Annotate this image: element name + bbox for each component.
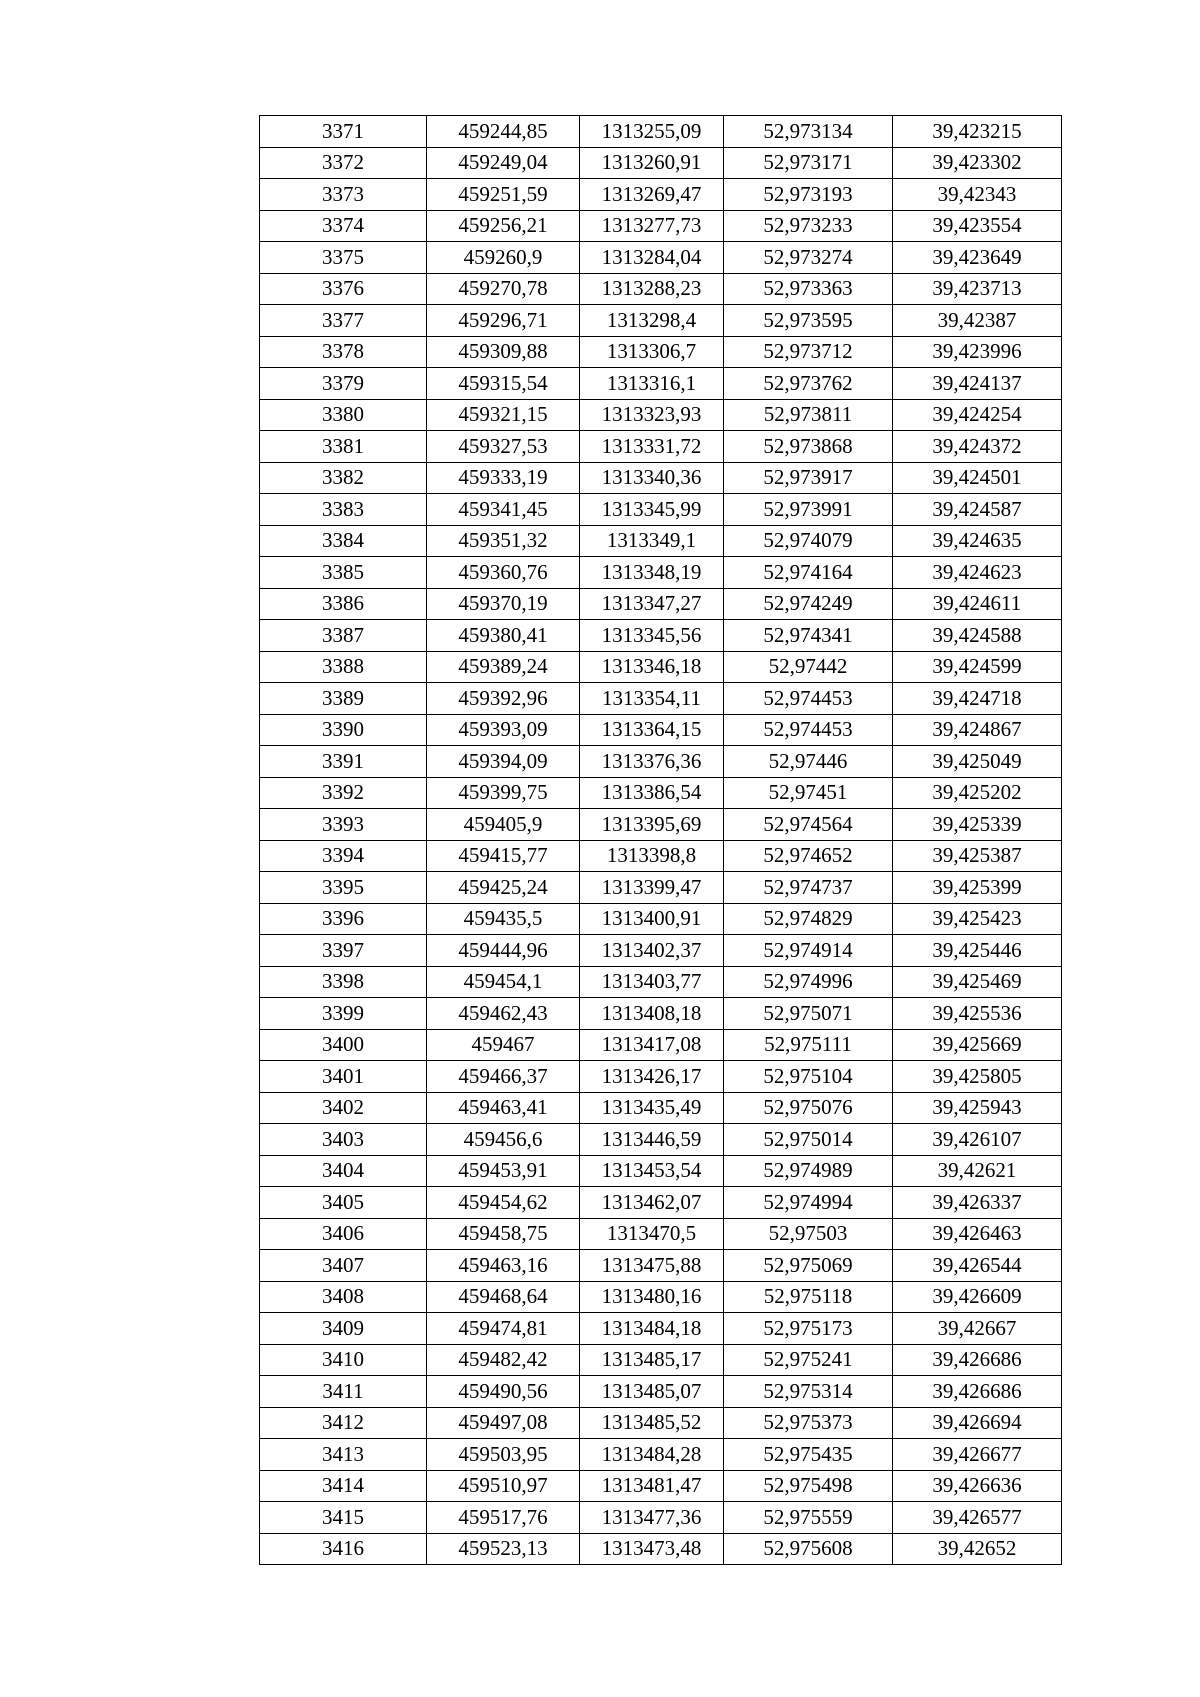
longitude-cell: 39,42621 — [893, 1155, 1062, 1187]
table-row — [260, 1155, 1062, 1187]
table-row — [260, 557, 1062, 589]
table-row — [260, 273, 1062, 305]
table-row — [260, 903, 1062, 935]
y-coordinate-cell: 1313462,07 — [580, 1187, 724, 1219]
longitude-cell: 39,42667 — [893, 1313, 1062, 1345]
point-number-cell: 3377 — [260, 305, 427, 337]
x-coordinate-cell: 459456,6 — [427, 1124, 580, 1156]
latitude-cell: 52,974164 — [724, 557, 893, 589]
x-coordinate-cell: 459315,54 — [427, 368, 580, 400]
x-coordinate-cell: 459244,85 — [427, 116, 580, 148]
table-row — [260, 872, 1062, 904]
y-coordinate-cell: 1313426,17 — [580, 1061, 724, 1093]
x-coordinate-cell: 459458,75 — [427, 1218, 580, 1250]
y-coordinate-cell: 1313484,18 — [580, 1313, 724, 1345]
y-coordinate-cell: 1313417,08 — [580, 1029, 724, 1061]
x-coordinate-cell: 459454,62 — [427, 1187, 580, 1219]
y-coordinate-cell: 1313354,11 — [580, 683, 724, 715]
y-coordinate-cell: 1313473,48 — [580, 1533, 724, 1565]
latitude-cell: 52,974564 — [724, 809, 893, 841]
latitude-cell: 52,973134 — [724, 116, 893, 148]
longitude-cell: 39,424254 — [893, 399, 1062, 431]
longitude-cell: 39,426677 — [893, 1439, 1062, 1471]
latitude-cell: 52,975111 — [724, 1029, 893, 1061]
table-row — [260, 840, 1062, 872]
point-number-cell: 3389 — [260, 683, 427, 715]
y-coordinate-cell: 1313399,47 — [580, 872, 724, 904]
table-row — [260, 777, 1062, 809]
y-coordinate-cell: 1313347,27 — [580, 588, 724, 620]
table-row — [260, 1218, 1062, 1250]
point-number-cell: 3372 — [260, 147, 427, 179]
x-coordinate-cell: 459296,71 — [427, 305, 580, 337]
y-coordinate-cell: 1313480,16 — [580, 1281, 724, 1313]
y-coordinate-cell: 1313475,88 — [580, 1250, 724, 1282]
latitude-cell: 52,975435 — [724, 1439, 893, 1471]
table-row — [260, 210, 1062, 242]
longitude-cell: 39,423215 — [893, 116, 1062, 148]
latitude-cell: 52,975608 — [724, 1533, 893, 1565]
x-coordinate-cell: 459435,5 — [427, 903, 580, 935]
y-coordinate-cell: 1313345,56 — [580, 620, 724, 652]
longitude-cell: 39,425399 — [893, 872, 1062, 904]
x-coordinate-cell: 459405,9 — [427, 809, 580, 841]
x-coordinate-cell: 459467 — [427, 1029, 580, 1061]
point-number-cell: 3375 — [260, 242, 427, 274]
longitude-cell: 39,425049 — [893, 746, 1062, 778]
x-coordinate-cell: 459370,19 — [427, 588, 580, 620]
latitude-cell: 52,974249 — [724, 588, 893, 620]
y-coordinate-cell: 1313453,54 — [580, 1155, 724, 1187]
table-row — [260, 1187, 1062, 1219]
point-number-cell: 3390 — [260, 714, 427, 746]
y-coordinate-cell: 1313255,09 — [580, 116, 724, 148]
point-number-cell: 3408 — [260, 1281, 427, 1313]
longitude-cell: 39,425943 — [893, 1092, 1062, 1124]
latitude-cell: 52,974994 — [724, 1187, 893, 1219]
x-coordinate-cell: 459360,76 — [427, 557, 580, 589]
latitude-cell: 52,97451 — [724, 777, 893, 809]
longitude-cell: 39,424611 — [893, 588, 1062, 620]
x-coordinate-cell: 459463,16 — [427, 1250, 580, 1282]
point-number-cell: 3409 — [260, 1313, 427, 1345]
longitude-cell: 39,426107 — [893, 1124, 1062, 1156]
latitude-cell: 52,975498 — [724, 1470, 893, 1502]
x-coordinate-cell: 459490,56 — [427, 1376, 580, 1408]
table-row — [260, 683, 1062, 715]
x-coordinate-cell: 459380,41 — [427, 620, 580, 652]
table-row — [260, 431, 1062, 463]
table-row — [260, 336, 1062, 368]
table-row — [260, 1502, 1062, 1534]
table-row — [260, 1470, 1062, 1502]
table-row — [260, 1376, 1062, 1408]
x-coordinate-cell: 459444,96 — [427, 935, 580, 967]
point-number-cell: 3398 — [260, 966, 427, 998]
longitude-cell: 39,424599 — [893, 651, 1062, 683]
latitude-cell: 52,973595 — [724, 305, 893, 337]
x-coordinate-cell: 459503,95 — [427, 1439, 580, 1471]
longitude-cell: 39,426544 — [893, 1250, 1062, 1282]
point-number-cell: 3392 — [260, 777, 427, 809]
latitude-cell: 52,975559 — [724, 1502, 893, 1534]
point-number-cell: 3402 — [260, 1092, 427, 1124]
point-number-cell: 3407 — [260, 1250, 427, 1282]
point-number-cell: 3400 — [260, 1029, 427, 1061]
point-number-cell: 3410 — [260, 1344, 427, 1376]
x-coordinate-cell: 459415,77 — [427, 840, 580, 872]
y-coordinate-cell: 1313340,36 — [580, 462, 724, 494]
point-number-cell: 3415 — [260, 1502, 427, 1534]
longitude-cell: 39,426577 — [893, 1502, 1062, 1534]
point-number-cell: 3411 — [260, 1376, 427, 1408]
latitude-cell: 52,973762 — [724, 368, 893, 400]
latitude-cell: 52,97442 — [724, 651, 893, 683]
x-coordinate-cell: 459341,45 — [427, 494, 580, 526]
latitude-cell: 52,973233 — [724, 210, 893, 242]
table-row — [260, 1281, 1062, 1313]
y-coordinate-cell: 1313408,18 — [580, 998, 724, 1030]
x-coordinate-cell: 459351,32 — [427, 525, 580, 557]
table-row — [260, 1124, 1062, 1156]
table-row — [260, 494, 1062, 526]
y-coordinate-cell: 1313346,18 — [580, 651, 724, 683]
latitude-cell: 52,974914 — [724, 935, 893, 967]
longitude-cell: 39,425805 — [893, 1061, 1062, 1093]
point-number-cell: 3413 — [260, 1439, 427, 1471]
x-coordinate-cell: 459251,59 — [427, 179, 580, 211]
longitude-cell: 39,42652 — [893, 1533, 1062, 1565]
x-coordinate-cell: 459497,08 — [427, 1407, 580, 1439]
longitude-cell: 39,424867 — [893, 714, 1062, 746]
point-number-cell: 3405 — [260, 1187, 427, 1219]
x-coordinate-cell: 459474,81 — [427, 1313, 580, 1345]
longitude-cell: 39,426636 — [893, 1470, 1062, 1502]
coordinates-table-body — [260, 116, 1062, 1565]
longitude-cell: 39,424137 — [893, 368, 1062, 400]
x-coordinate-cell: 459462,43 — [427, 998, 580, 1030]
y-coordinate-cell: 1313364,15 — [580, 714, 724, 746]
latitude-cell: 52,974079 — [724, 525, 893, 557]
point-number-cell: 3416 — [260, 1533, 427, 1565]
point-number-cell: 3414 — [260, 1470, 427, 1502]
table-row — [260, 1092, 1062, 1124]
point-number-cell: 3383 — [260, 494, 427, 526]
x-coordinate-cell: 459392,96 — [427, 683, 580, 715]
point-number-cell: 3393 — [260, 809, 427, 841]
x-coordinate-cell: 459260,9 — [427, 242, 580, 274]
y-coordinate-cell: 1313316,1 — [580, 368, 724, 400]
latitude-cell: 52,975173 — [724, 1313, 893, 1345]
longitude-cell: 39,423996 — [893, 336, 1062, 368]
y-coordinate-cell: 1313398,8 — [580, 840, 724, 872]
point-number-cell: 3381 — [260, 431, 427, 463]
x-coordinate-cell: 459321,15 — [427, 399, 580, 431]
coordinates-table — [259, 115, 1062, 1565]
x-coordinate-cell: 459256,21 — [427, 210, 580, 242]
longitude-cell: 39,425446 — [893, 935, 1062, 967]
x-coordinate-cell: 459389,24 — [427, 651, 580, 683]
y-coordinate-cell: 1313277,73 — [580, 210, 724, 242]
y-coordinate-cell: 1313288,23 — [580, 273, 724, 305]
table-row — [260, 1439, 1062, 1471]
longitude-cell: 39,423554 — [893, 210, 1062, 242]
longitude-cell: 39,423302 — [893, 147, 1062, 179]
y-coordinate-cell: 1313345,99 — [580, 494, 724, 526]
y-coordinate-cell: 1313402,37 — [580, 935, 724, 967]
y-coordinate-cell: 1313269,47 — [580, 179, 724, 211]
latitude-cell: 52,974453 — [724, 683, 893, 715]
longitude-cell: 39,42387 — [893, 305, 1062, 337]
table-row — [260, 998, 1062, 1030]
y-coordinate-cell: 1313470,5 — [580, 1218, 724, 1250]
point-number-cell: 3391 — [260, 746, 427, 778]
y-coordinate-cell: 1313395,69 — [580, 809, 724, 841]
point-number-cell: 3384 — [260, 525, 427, 557]
latitude-cell: 52,975241 — [724, 1344, 893, 1376]
point-number-cell: 3378 — [260, 336, 427, 368]
latitude-cell: 52,974829 — [724, 903, 893, 935]
longitude-cell: 39,424623 — [893, 557, 1062, 589]
point-number-cell: 3396 — [260, 903, 427, 935]
longitude-cell: 39,423649 — [893, 242, 1062, 274]
longitude-cell: 39,426686 — [893, 1344, 1062, 1376]
point-number-cell: 3388 — [260, 651, 427, 683]
x-coordinate-cell: 459466,37 — [427, 1061, 580, 1093]
point-number-cell: 3371 — [260, 116, 427, 148]
table-row — [260, 1061, 1062, 1093]
x-coordinate-cell: 459249,04 — [427, 147, 580, 179]
x-coordinate-cell: 459468,64 — [427, 1281, 580, 1313]
latitude-cell: 52,975014 — [724, 1124, 893, 1156]
latitude-cell: 52,974652 — [724, 840, 893, 872]
latitude-cell: 52,974341 — [724, 620, 893, 652]
y-coordinate-cell: 1313323,93 — [580, 399, 724, 431]
longitude-cell: 39,42343 — [893, 179, 1062, 211]
x-coordinate-cell: 459270,78 — [427, 273, 580, 305]
table-row — [260, 935, 1062, 967]
table-row — [260, 746, 1062, 778]
point-number-cell: 3386 — [260, 588, 427, 620]
point-number-cell: 3387 — [260, 620, 427, 652]
longitude-cell: 39,425202 — [893, 777, 1062, 809]
y-coordinate-cell: 1313477,36 — [580, 1502, 724, 1534]
longitude-cell: 39,426463 — [893, 1218, 1062, 1250]
longitude-cell: 39,424718 — [893, 683, 1062, 715]
table-row — [260, 462, 1062, 494]
table-row — [260, 525, 1062, 557]
y-coordinate-cell: 1313306,7 — [580, 336, 724, 368]
point-number-cell: 3406 — [260, 1218, 427, 1250]
table-row — [260, 1407, 1062, 1439]
x-coordinate-cell: 459463,41 — [427, 1092, 580, 1124]
table-row — [260, 368, 1062, 400]
latitude-cell: 52,97503 — [724, 1218, 893, 1250]
longitude-cell: 39,425669 — [893, 1029, 1062, 1061]
x-coordinate-cell: 459327,53 — [427, 431, 580, 463]
longitude-cell: 39,424587 — [893, 494, 1062, 526]
table-row — [260, 1250, 1062, 1282]
table-row — [260, 651, 1062, 683]
x-coordinate-cell: 459453,91 — [427, 1155, 580, 1187]
longitude-cell: 39,425423 — [893, 903, 1062, 935]
point-number-cell: 3379 — [260, 368, 427, 400]
y-coordinate-cell: 1313400,91 — [580, 903, 724, 935]
y-coordinate-cell: 1313403,77 — [580, 966, 724, 998]
y-coordinate-cell: 1313485,52 — [580, 1407, 724, 1439]
table-row — [260, 399, 1062, 431]
longitude-cell: 39,423713 — [893, 273, 1062, 305]
y-coordinate-cell: 1313485,07 — [580, 1376, 724, 1408]
longitude-cell: 39,426337 — [893, 1187, 1062, 1219]
point-number-cell: 3380 — [260, 399, 427, 431]
latitude-cell: 52,975104 — [724, 1061, 893, 1093]
latitude-cell: 52,973991 — [724, 494, 893, 526]
latitude-cell: 52,975071 — [724, 998, 893, 1030]
point-number-cell: 3412 — [260, 1407, 427, 1439]
x-coordinate-cell: 459394,09 — [427, 746, 580, 778]
latitude-cell: 52,973171 — [724, 147, 893, 179]
latitude-cell: 52,973811 — [724, 399, 893, 431]
x-coordinate-cell: 459482,42 — [427, 1344, 580, 1376]
point-number-cell: 3394 — [260, 840, 427, 872]
point-number-cell: 3374 — [260, 210, 427, 242]
point-number-cell: 3376 — [260, 273, 427, 305]
longitude-cell: 39,426694 — [893, 1407, 1062, 1439]
point-number-cell: 3399 — [260, 998, 427, 1030]
longitude-cell: 39,426609 — [893, 1281, 1062, 1313]
table-row — [260, 714, 1062, 746]
latitude-cell: 52,975314 — [724, 1376, 893, 1408]
longitude-cell: 39,424501 — [893, 462, 1062, 494]
point-number-cell: 3385 — [260, 557, 427, 589]
x-coordinate-cell: 459454,1 — [427, 966, 580, 998]
longitude-cell: 39,424635 — [893, 525, 1062, 557]
x-coordinate-cell: 459510,97 — [427, 1470, 580, 1502]
table-row — [260, 242, 1062, 274]
latitude-cell: 52,973917 — [724, 462, 893, 494]
y-coordinate-cell: 1313298,4 — [580, 305, 724, 337]
longitude-cell: 39,426686 — [893, 1376, 1062, 1408]
point-number-cell: 3395 — [260, 872, 427, 904]
y-coordinate-cell: 1313376,36 — [580, 746, 724, 778]
y-coordinate-cell: 1313485,17 — [580, 1344, 724, 1376]
y-coordinate-cell: 1313348,19 — [580, 557, 724, 589]
x-coordinate-cell: 459425,24 — [427, 872, 580, 904]
table-row — [260, 966, 1062, 998]
table-row — [260, 1533, 1062, 1565]
latitude-cell: 52,974996 — [724, 966, 893, 998]
table-row — [260, 1029, 1062, 1061]
y-coordinate-cell: 1313260,91 — [580, 147, 724, 179]
y-coordinate-cell: 1313284,04 — [580, 242, 724, 274]
y-coordinate-cell: 1313435,49 — [580, 1092, 724, 1124]
point-number-cell: 3404 — [260, 1155, 427, 1187]
x-coordinate-cell: 459309,88 — [427, 336, 580, 368]
table-row — [260, 179, 1062, 211]
longitude-cell: 39,425469 — [893, 966, 1062, 998]
y-coordinate-cell: 1313331,72 — [580, 431, 724, 463]
y-coordinate-cell: 1313484,28 — [580, 1439, 724, 1471]
x-coordinate-cell: 459517,76 — [427, 1502, 580, 1534]
point-number-cell: 3401 — [260, 1061, 427, 1093]
x-coordinate-cell: 459399,75 — [427, 777, 580, 809]
latitude-cell: 52,973274 — [724, 242, 893, 274]
point-number-cell: 3397 — [260, 935, 427, 967]
latitude-cell: 52,974989 — [724, 1155, 893, 1187]
y-coordinate-cell: 1313349,1 — [580, 525, 724, 557]
table-row — [260, 809, 1062, 841]
table-row — [260, 1313, 1062, 1345]
point-number-cell: 3382 — [260, 462, 427, 494]
latitude-cell: 52,973712 — [724, 336, 893, 368]
y-coordinate-cell: 1313386,54 — [580, 777, 724, 809]
longitude-cell: 39,424372 — [893, 431, 1062, 463]
longitude-cell: 39,425339 — [893, 809, 1062, 841]
x-coordinate-cell: 459393,09 — [427, 714, 580, 746]
x-coordinate-cell: 459523,13 — [427, 1533, 580, 1565]
table-row — [260, 620, 1062, 652]
latitude-cell: 52,973363 — [724, 273, 893, 305]
longitude-cell: 39,425387 — [893, 840, 1062, 872]
latitude-cell: 52,973193 — [724, 179, 893, 211]
latitude-cell: 52,975373 — [724, 1407, 893, 1439]
longitude-cell: 39,425536 — [893, 998, 1062, 1030]
latitude-cell: 52,973868 — [724, 431, 893, 463]
latitude-cell: 52,975069 — [724, 1250, 893, 1282]
table-row — [260, 116, 1062, 148]
table-row — [260, 147, 1062, 179]
latitude-cell: 52,975118 — [724, 1281, 893, 1313]
table-row — [260, 588, 1062, 620]
table-row — [260, 1344, 1062, 1376]
latitude-cell: 52,974453 — [724, 714, 893, 746]
x-coordinate-cell: 459333,19 — [427, 462, 580, 494]
longitude-cell: 39,424588 — [893, 620, 1062, 652]
latitude-cell: 52,97446 — [724, 746, 893, 778]
point-number-cell: 3373 — [260, 179, 427, 211]
y-coordinate-cell: 1313446,59 — [580, 1124, 724, 1156]
latitude-cell: 52,974737 — [724, 872, 893, 904]
latitude-cell: 52,975076 — [724, 1092, 893, 1124]
table-row — [260, 305, 1062, 337]
y-coordinate-cell: 1313481,47 — [580, 1470, 724, 1502]
point-number-cell: 3403 — [260, 1124, 427, 1156]
